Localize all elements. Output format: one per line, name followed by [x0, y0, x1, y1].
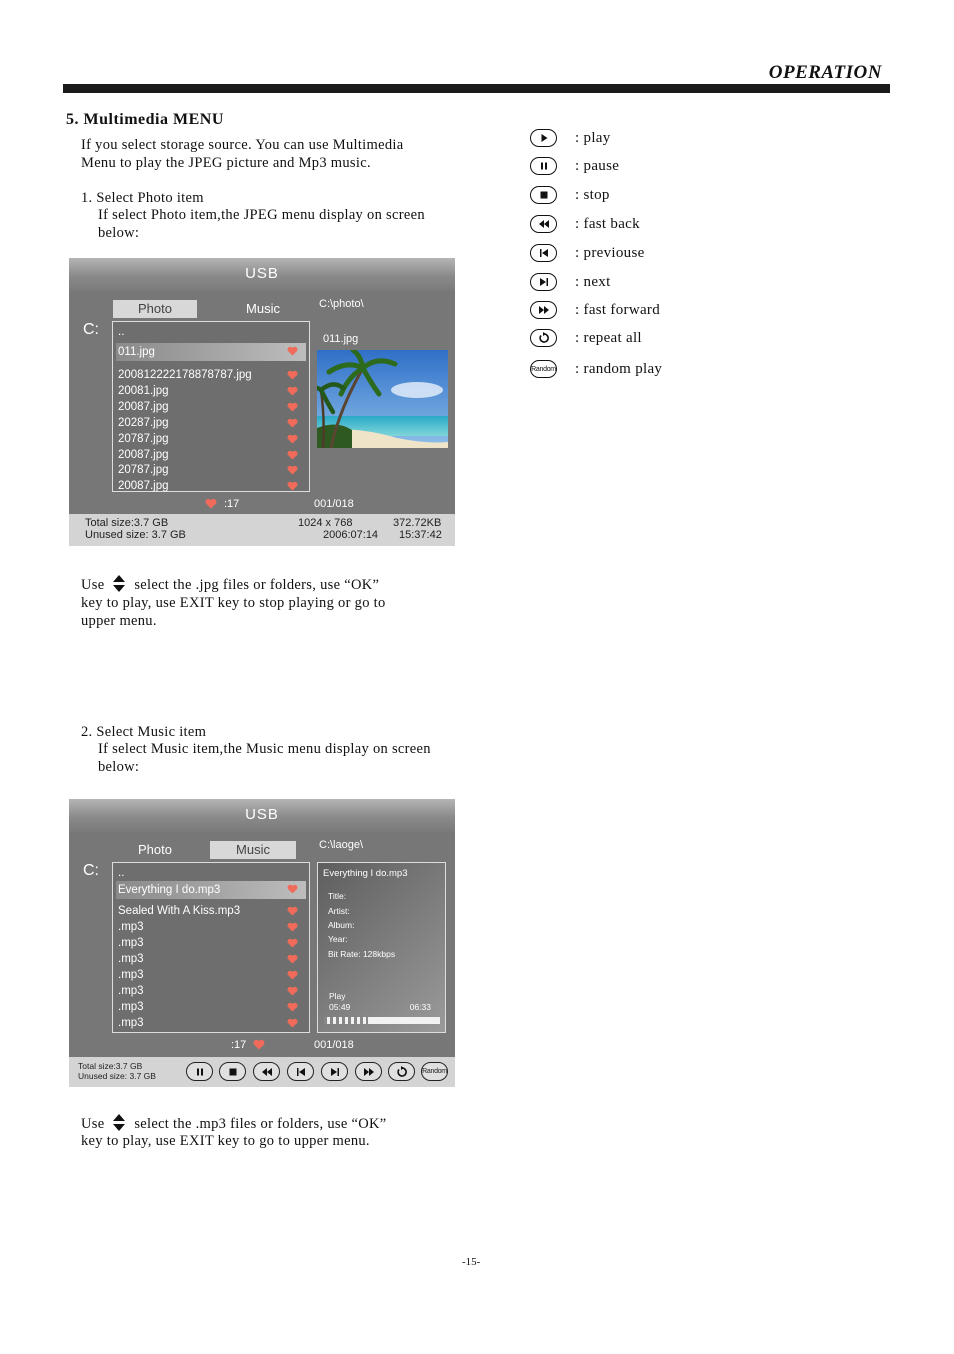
- favorite-count: :17: [224, 498, 240, 510]
- intro-line-2: Menu to play the JPEG picture and Mp3 music.: [81, 155, 371, 171]
- page-indicator: 001/018: [314, 1039, 354, 1051]
- photo-step-line-3: below:: [98, 225, 140, 241]
- legend-fast-back: : fast back: [530, 213, 640, 235]
- playback-status: Play: [329, 991, 346, 1001]
- elapsed-time: 05:49: [329, 1002, 351, 1012]
- legend-previous: : previouse: [530, 242, 645, 264]
- photo-info-bar: [69, 514, 455, 546]
- repeat-all-icon: [396, 1066, 408, 1078]
- favorite-heart-icon: [205, 498, 217, 509]
- song-info-panel: [317, 862, 446, 1033]
- legend-pause: : pause: [530, 155, 619, 177]
- tab-music[interactable]: Music: [246, 301, 280, 316]
- song-year-field: Year:: [328, 934, 348, 944]
- list-item[interactable]: 20087.jpg: [116, 478, 306, 494]
- favorite-heart-icon: [287, 370, 298, 380]
- list-item[interactable]: 20787.jpg: [116, 462, 306, 478]
- tab-music[interactable]: Music: [210, 841, 296, 859]
- header-rule: [63, 84, 890, 93]
- file-list: [112, 321, 310, 492]
- page-indicator: 001/018: [314, 498, 354, 510]
- previous-icon: [530, 244, 557, 262]
- image-time: 15:37:42: [399, 529, 442, 541]
- fast-back-icon: [261, 1067, 273, 1077]
- drive-label: C:: [83, 321, 99, 338]
- photo-usage-line-3: upper menu.: [81, 613, 157, 629]
- music-usb-title: USB: [69, 799, 455, 832]
- favorite-heart-icon: [287, 465, 298, 475]
- legend-fast-forward: : fast forward: [530, 299, 660, 321]
- favorite-heart-icon: [287, 434, 298, 444]
- tab-photo[interactable]: Photo: [138, 842, 172, 857]
- repeat-all-icon: [530, 329, 557, 347]
- pause-icon: [530, 157, 557, 175]
- legend-play: : play: [530, 127, 611, 149]
- list-item[interactable]: .mp3: [116, 919, 306, 935]
- favorite-heart-icon: [287, 1002, 298, 1012]
- song-artist-field: Artist:: [328, 906, 350, 916]
- song-title-field: Title:: [328, 891, 347, 901]
- list-item[interactable]: 200812222178878787.jpg: [116, 367, 306, 383]
- fast-back-button[interactable]: [253, 1062, 280, 1081]
- file-list: [112, 862, 310, 1033]
- play-icon: [530, 129, 557, 147]
- favorite-heart-icon: [287, 346, 298, 356]
- music-step-line-2: If select Music item,the Music menu display on screen: [98, 741, 431, 757]
- list-item[interactable]: 20081.jpg: [116, 383, 306, 399]
- drive-label: C:: [83, 862, 99, 879]
- fast-forward-button[interactable]: [355, 1062, 382, 1081]
- list-item[interactable]: .mp3: [116, 999, 306, 1015]
- total-size: Total size:3.7 GB: [78, 1061, 143, 1071]
- next-button[interactable]: [321, 1062, 348, 1081]
- up-down-arrow-icon: [112, 1114, 126, 1131]
- favorite-heart-icon: [287, 418, 298, 428]
- favorite-heart-icon: [287, 938, 298, 948]
- photo-preview-image: [317, 350, 448, 448]
- music-usage-line-2: key to play, use EXIT key to go to upper menu.: [81, 1133, 370, 1149]
- list-item[interactable]: 20787.jpg: [116, 431, 306, 447]
- music-menu-screen: [69, 799, 455, 1087]
- total-size: Total size:3.7 GB: [85, 517, 169, 529]
- list-item[interactable]: .mp3: [116, 1015, 306, 1031]
- intro-line-1: If you select storage source. You can use Multimedia: [81, 137, 404, 153]
- random-icon: Random: [530, 360, 557, 378]
- next-icon: [530, 273, 557, 291]
- legend-random: Random : random play: [531, 360, 663, 377]
- stop-icon: [530, 186, 557, 204]
- music-usage-line-1: Use select the .mp3 files or folders, use “OK”: [81, 1116, 387, 1132]
- music-step-line-1: 2. Select Music item: [81, 724, 207, 740]
- photo-menu-screen: [69, 258, 455, 546]
- list-item[interactable]: .mp3: [116, 951, 306, 967]
- favorite-heart-icon: [287, 481, 298, 491]
- previous-icon: [295, 1067, 307, 1077]
- page-number: -15-: [462, 1256, 481, 1268]
- photo-step-line-2: If select Photo item,the JPEG menu display on screen: [98, 207, 425, 223]
- favorite-heart-icon: [287, 884, 298, 894]
- favorite-heart-icon: [253, 1039, 265, 1050]
- progress-bar[interactable]: [324, 1017, 440, 1024]
- current-path: C:\laoge\: [319, 839, 364, 851]
- pause-button[interactable]: [186, 1062, 213, 1081]
- random-button[interactable]: [421, 1062, 448, 1081]
- photo-step-line-1: 1. Select Photo item: [81, 190, 204, 206]
- stop-button[interactable]: [219, 1062, 246, 1081]
- section-title: 5. Multimedia MENU: [66, 111, 224, 128]
- up-down-arrow-icon: [112, 575, 126, 592]
- repeat-all-button[interactable]: [388, 1062, 415, 1081]
- preview-filename: 011.jpg: [323, 333, 359, 345]
- favorite-heart-icon: [287, 922, 298, 932]
- list-item[interactable]: .mp3: [116, 967, 306, 983]
- photo-usage-line-2: key to play, use EXIT key to stop playing or go to: [81, 595, 386, 611]
- photo-usage-line-1: Use select the .jpg files or folders, use “OK”: [81, 577, 380, 593]
- favorite-heart-icon: [287, 1018, 298, 1028]
- music-control-bar: [69, 1057, 455, 1087]
- legend-repeat-all: : repeat all: [530, 327, 642, 349]
- favorite-heart-icon: [287, 986, 298, 996]
- favorite-heart-icon: [287, 906, 298, 916]
- image-date: 2006:07:14: [323, 529, 379, 541]
- list-item[interactable]: 20287.jpg: [116, 415, 306, 431]
- favorite-heart-icon: [287, 970, 298, 980]
- parent-folder-item[interactable]: ..: [118, 326, 125, 338]
- list-item[interactable]: .mp3: [116, 983, 306, 999]
- favorite-heart-icon: [287, 386, 298, 396]
- legend-next: : next: [530, 271, 611, 293]
- list-item[interactable]: 011.jpg: [116, 343, 306, 361]
- image-resolution: 1024 x 768: [298, 517, 353, 529]
- song-album-field: Album:: [328, 920, 355, 930]
- list-item[interactable]: 20087.jpg: [116, 399, 306, 415]
- photo-usb-title: USB: [69, 258, 455, 291]
- tab-photo[interactable]: Photo: [113, 300, 197, 318]
- total-duration: 06:33: [409, 1002, 431, 1012]
- favorite-count: :17: [231, 1039, 247, 1051]
- list-item[interactable]: 20087.jpg: [116, 447, 306, 463]
- parent-folder-item[interactable]: ..: [118, 867, 125, 879]
- random-icon: Random: [422, 1068, 447, 1075]
- previous-button[interactable]: [287, 1062, 314, 1081]
- list-item[interactable]: .mp3: [116, 935, 306, 951]
- favorite-heart-icon: [287, 402, 298, 412]
- fast-forward-icon: [363, 1067, 375, 1077]
- image-filesize: 372.72KB: [393, 517, 442, 529]
- progress-fill: [324, 1017, 368, 1024]
- list-item[interactable]: Sealed With A Kiss.mp3: [116, 903, 306, 919]
- unused-size: Unused size: 3.7 GB: [85, 529, 186, 541]
- page-header-title: OPERATION: [768, 62, 882, 83]
- favorite-heart-icon: [287, 954, 298, 964]
- pause-icon: [195, 1067, 205, 1077]
- stop-icon: [228, 1067, 238, 1077]
- song-info-title: Everything I do.mp3: [323, 868, 408, 879]
- song-bitrate-field: Bit Rate: 128kbps: [328, 949, 396, 959]
- unused-size: Unused size: 3.7 GB: [78, 1071, 156, 1081]
- fast-forward-icon: [530, 301, 557, 319]
- favorite-heart-icon: [287, 450, 298, 460]
- music-step-line-3: below:: [98, 759, 140, 775]
- fast-back-icon: [530, 215, 557, 233]
- current-path: C:\photo\: [319, 298, 364, 310]
- next-icon: [329, 1067, 341, 1077]
- list-item[interactable]: Everything I do.mp3: [116, 881, 306, 899]
- legend-stop: : stop: [530, 184, 610, 206]
